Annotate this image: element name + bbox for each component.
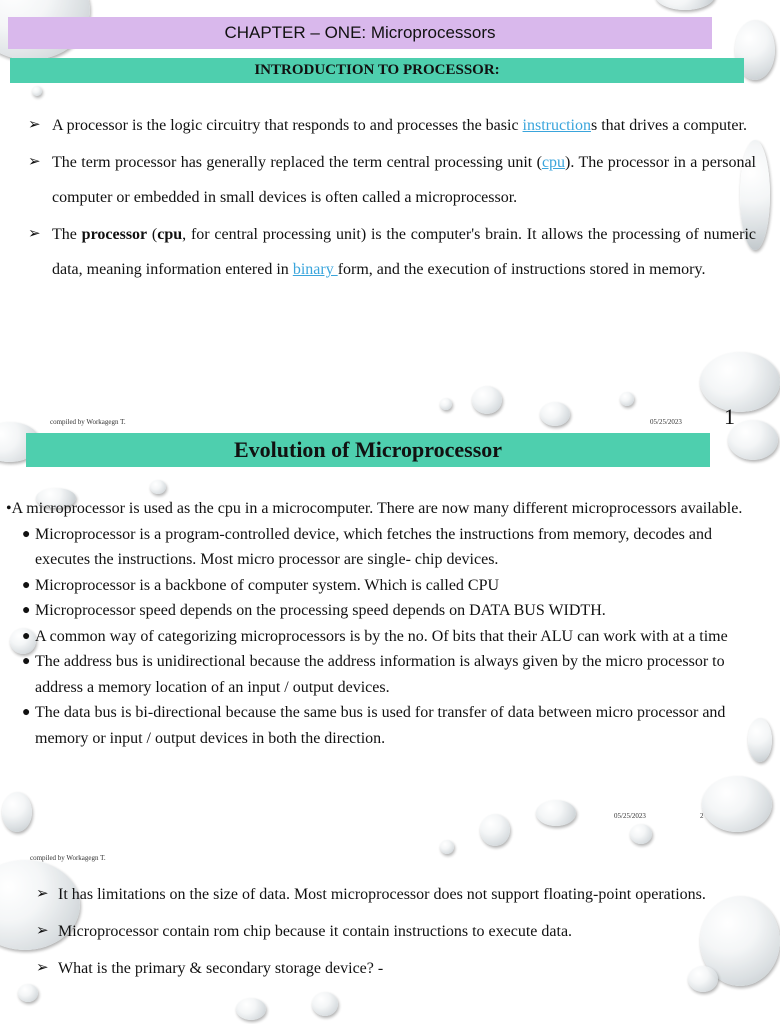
bullet-list [28, 108, 756, 289]
water-droplet-icon [2, 792, 32, 832]
list-item: ➢ Microprocessor contain rom chip because it contain instructions to execute data. [36, 913, 756, 950]
slide-title: Evolution of Microprocessor [26, 433, 710, 467]
list-item: ➢ The processor (cpu, for central processing unit) is the computer's brain. It allows the processing of numeric data, meaning information entered in binary form, and the execution of instructions stored in memory. [28, 217, 756, 287]
water-droplet-icon [312, 992, 338, 1016]
slide-2 [0, 432, 768, 866]
list-item: ➢ The term processor has generally replaced the term central processing unit (cpu). The processor in a personal computer or embedded in small devices is often called a microprocessor. [28, 145, 756, 215]
dot-bullet-icon: ● [22, 705, 31, 720]
list-item: ● The data bus is bi-directional because the same bus is used for transfer of data between micro processor and memory or input / output devices in both the direction. [6, 700, 766, 751]
water-droplet-icon [18, 984, 38, 1002]
slide-3 [0, 854, 768, 1024]
dot-bullet-icon: ● [22, 628, 31, 644]
slide-title: CHAPTER – ONE: Microprocessors [8, 17, 712, 49]
instruction-link[interactable]: instruction [522, 117, 591, 134]
footer-date: 05/25/2023 [614, 812, 646, 820]
water-droplet-icon [440, 840, 454, 854]
arrowhead-bullet-icon: ➢ [28, 226, 41, 242]
page-number: 2 [700, 812, 704, 820]
water-droplet-icon [472, 386, 502, 414]
cpu-link[interactable]: cpu [541, 154, 566, 171]
list-item: ➢ It has limitations on the size of data. Most microprocessor does not support floating-point operations. [36, 876, 756, 913]
list-item: ● The address bus is unidirectional because the address information is always given by the micro processor to address a memory location of an input / output devices. [6, 649, 766, 700]
water-droplet-icon [702, 776, 772, 832]
footer-author: compiled by Workagegn T. [50, 418, 126, 426]
water-droplet-icon [540, 402, 570, 426]
water-droplet-icon [150, 480, 166, 494]
water-droplet-icon [620, 392, 634, 406]
water-droplet-icon [480, 814, 510, 846]
list-item: ➢ What is the primary & secondary storage device? - [36, 950, 756, 987]
dot-bullet-icon: ● [22, 526, 31, 542]
arrowhead-bullet-icon: ➢ [36, 923, 49, 939]
list-item: ● Microprocessor is a program-controlled device, which fetches the instructions from memory, decodes and executes the instructions. Most micro processor are single- chip devices. [6, 522, 766, 573]
section-heading: INTRODUCTION TO PROCESSOR: [10, 58, 744, 83]
list-item: ➢ A processor is the logic circuitry that responds to and processes the basic instructions that drives a computer. [28, 108, 756, 143]
content-body [6, 496, 766, 751]
water-droplet-icon [728, 420, 778, 460]
water-droplet-icon [236, 998, 266, 1020]
water-droplet-icon [32, 86, 42, 96]
page-number: 1 [724, 404, 735, 429]
list-item: ● Microprocessor is a backbone of computer system. Which is called CPU [6, 573, 766, 599]
water-droplet-icon [536, 800, 576, 826]
arrowhead-bullet-icon: ➢ [36, 960, 49, 976]
footer-author: compiled by Workagegn T. [30, 854, 106, 862]
dot-bullet-icon: ● [22, 603, 31, 618]
water-droplet-icon [630, 824, 652, 844]
binary-link[interactable]: binary [292, 261, 338, 278]
slide-1 [0, 0, 768, 432]
bullet-list [36, 876, 756, 987]
dot-bullet-icon: ● [22, 577, 31, 593]
water-droplet-icon [440, 398, 452, 410]
water-droplet-icon [655, 0, 715, 10]
dot-bullet-icon: ● [22, 654, 31, 669]
list-item: ● A common way of categorizing microprocessors is by the no. Of bits that their ALU can work with at a time [6, 624, 766, 650]
lead-paragraph: •A microprocessor is used as the cpu in a microcomputer. There are now many different microprocessors available. [6, 500, 743, 517]
arrowhead-bullet-icon: ➢ [36, 886, 49, 902]
arrowhead-bullet-icon: ➢ [28, 154, 41, 170]
footer-date: 05/25/2023 [650, 418, 682, 426]
arrowhead-bullet-icon: ➢ [28, 117, 41, 133]
water-droplet-icon [700, 352, 780, 412]
list-item: ● Microprocessor speed depends on the processing speed depends on DATA BUS WIDTH. [6, 598, 766, 624]
